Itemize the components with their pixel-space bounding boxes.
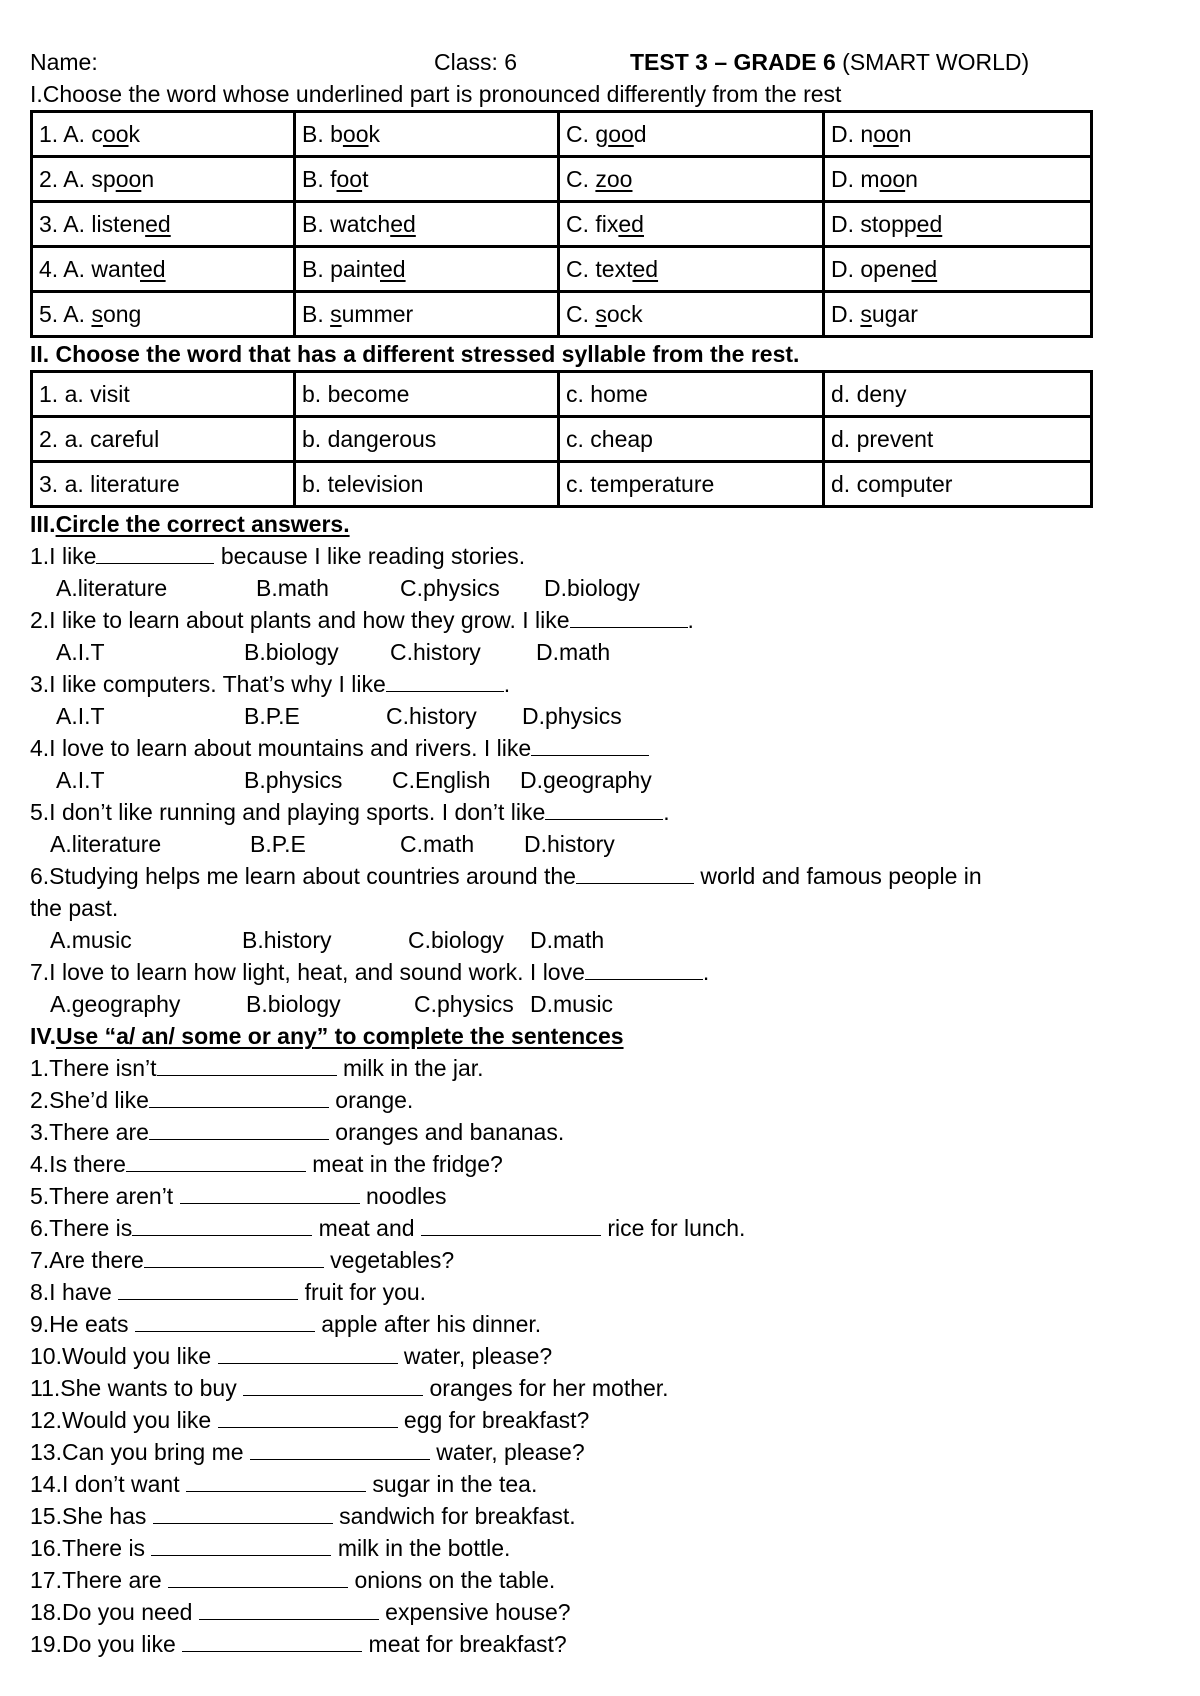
- word-part: t: [362, 165, 369, 192]
- question-text: 3.I like computers. That’s why I like: [30, 671, 386, 697]
- fill-in-line: [30, 1148, 1180, 1180]
- pronunciation-cell[interactable]: [295, 157, 559, 202]
- fill-in-line: [30, 1564, 1180, 1596]
- name-label: Name:: [30, 49, 98, 75]
- stress-row: [32, 417, 1092, 462]
- answer-blank[interactable]: [576, 861, 694, 884]
- word-part: B. watch: [302, 210, 391, 237]
- fill-in-line: [30, 1116, 1180, 1148]
- underlined-part: oo: [342, 120, 369, 147]
- word-part: D. m: [831, 165, 880, 192]
- fill-in-line: [30, 1532, 1180, 1564]
- sentence-text: 6.There is: [30, 1215, 133, 1241]
- stress-cell[interactable]: c. cheap: [559, 417, 824, 462]
- underlined-part: ed: [911, 255, 938, 282]
- question-text: .: [687, 607, 694, 633]
- section3-heading-text: Circle the correct answers.: [55, 511, 350, 537]
- word-part: D. open: [831, 255, 912, 282]
- answer-blank[interactable]: [570, 605, 688, 628]
- question-line: [30, 604, 1180, 636]
- question-line: [30, 796, 1180, 828]
- sentence-text: oranges for her mother.: [423, 1375, 669, 1401]
- section3-questions: [30, 540, 1180, 1020]
- underlined-part: zoo: [595, 165, 633, 192]
- stress-cell[interactable]: c. home: [559, 372, 824, 417]
- sentence-text: sugar in the tea.: [366, 1471, 538, 1497]
- pronunciation-cell[interactable]: [559, 247, 824, 292]
- word-part: 5. A.: [39, 300, 92, 327]
- section4-items: [30, 1052, 1180, 1660]
- answer-option[interactable]: B.biology: [244, 639, 339, 665]
- answer-blank[interactable]: [531, 733, 649, 756]
- answer-option[interactable]: A.geography: [50, 991, 181, 1017]
- word-part: B. paint: [302, 255, 380, 282]
- underlined-part: oo: [608, 120, 634, 147]
- sentence-text: 5.There aren’t: [30, 1183, 180, 1209]
- stress-cell[interactable]: 2. a. careful: [32, 417, 295, 462]
- answer-options: [30, 700, 1180, 732]
- underlined-part: ed: [140, 255, 166, 282]
- question-text: 5.I don’t like running and playing sports. I don’t like: [30, 799, 546, 825]
- section3-heading: [30, 508, 1180, 540]
- answer-blank[interactable]: [545, 797, 663, 820]
- underlined-part: oo: [873, 120, 899, 147]
- answer-options: [30, 764, 1180, 796]
- sentence-text: 18.Do you need: [30, 1599, 199, 1625]
- section2-heading: II. Choose the word that has a different stressed syllable from the rest.: [30, 341, 800, 367]
- question-text: because I like reading stories.: [214, 543, 526, 569]
- answer-option[interactable]: C.math: [400, 831, 475, 857]
- answer-option[interactable]: C.English: [392, 767, 491, 793]
- fill-in-line: [30, 1308, 1180, 1340]
- answer-option[interactable]: B.history: [242, 927, 332, 953]
- pronunciation-cell[interactable]: [32, 292, 295, 337]
- section4-heading: [30, 1020, 1180, 1052]
- answer-option[interactable]: B.P.E: [244, 703, 300, 729]
- word-part: C.: [566, 300, 596, 327]
- pronunciation-row: [32, 202, 1092, 247]
- stress-cell[interactable]: c. temperature: [559, 462, 824, 507]
- underlined-part: ed: [618, 210, 644, 237]
- answer-options: [30, 924, 1180, 956]
- question-line: [30, 732, 1180, 764]
- word-part: d: [633, 120, 647, 147]
- pronunciation-cell[interactable]: [295, 202, 559, 247]
- section3-heading-prefix: III.: [30, 511, 56, 537]
- sentence-text: water, please?: [429, 1439, 585, 1465]
- underlined-part: oo: [879, 165, 906, 192]
- sentence-text: oranges and bananas.: [328, 1119, 565, 1145]
- stress-cell[interactable]: d. computer: [824, 462, 1092, 507]
- answer-blank[interactable]: [186, 1469, 366, 1492]
- pronunciation-cell[interactable]: [559, 202, 824, 247]
- sentence-text: 12.Would you like: [30, 1407, 218, 1433]
- answer-blank[interactable]: [149, 1117, 329, 1140]
- pronunciation-cell[interactable]: [559, 157, 824, 202]
- question-line: [30, 956, 1180, 988]
- fill-in-line: [30, 1404, 1180, 1436]
- answer-options: [30, 636, 1180, 668]
- answer-option[interactable]: A.literature: [56, 575, 168, 601]
- answer-blank[interactable]: [144, 1245, 324, 1268]
- word-part: n: [898, 120, 912, 147]
- sentence-text: meat and: [312, 1215, 421, 1241]
- stress-row: [32, 372, 1092, 417]
- underlined-part: oo: [336, 165, 363, 192]
- answer-blank[interactable]: [585, 957, 703, 980]
- underlined-part: ed: [145, 210, 171, 237]
- fill-in-line: [30, 1372, 1180, 1404]
- question-text: 4.I love to learn about mountains and rivers. I like: [30, 735, 532, 761]
- sentence-text: 9.He eats: [30, 1311, 135, 1337]
- answer-blank[interactable]: [153, 1501, 333, 1524]
- answer-blank[interactable]: [218, 1341, 398, 1364]
- fill-in-line: [30, 1340, 1180, 1372]
- answer-blank[interactable]: [126, 1149, 306, 1172]
- worksheet: [30, 46, 1180, 1660]
- answer-option[interactable]: C.history: [390, 639, 481, 665]
- question-text: .: [702, 959, 710, 985]
- fill-in-line: [30, 1084, 1180, 1116]
- answer-option[interactable]: C.physics: [400, 575, 500, 601]
- test-title-bold: TEST 3 – GRADE 6: [630, 49, 836, 75]
- pronunciation-cell[interactable]: [32, 247, 295, 292]
- pronunciation-cell[interactable]: [824, 292, 1092, 337]
- word-part: k: [128, 120, 141, 147]
- pronunciation-cell[interactable]: [824, 247, 1092, 292]
- sentence-text: 16.There is: [30, 1535, 152, 1561]
- answer-option[interactable]: D.math: [530, 927, 605, 953]
- fill-in-line: [30, 1212, 1180, 1244]
- sentence-text: meat in the fridge?: [305, 1151, 503, 1177]
- answer-blank[interactable]: [199, 1597, 379, 1620]
- answer-option[interactable]: D.music: [530, 991, 614, 1017]
- answer-option[interactable]: D.history: [524, 831, 615, 857]
- word-part: B. b: [302, 120, 343, 147]
- sentence-text: 11.She wants to buy: [30, 1375, 244, 1401]
- stress-table: [30, 370, 1093, 508]
- answer-option[interactable]: D.physics: [522, 703, 622, 729]
- answer-option[interactable]: B.P.E: [250, 831, 306, 857]
- sentence-text: 14.I don’t want: [30, 1471, 186, 1497]
- answer-option[interactable]: B.biology: [246, 991, 341, 1017]
- word-part: 4. A. want: [39, 255, 141, 282]
- word-part: B.: [302, 300, 331, 327]
- word-part: n: [141, 165, 155, 192]
- underlined-part: oo: [115, 165, 142, 192]
- answer-blank[interactable]: [182, 1629, 362, 1652]
- answer-blank[interactable]: [157, 1053, 337, 1076]
- answer-blank[interactable]: [168, 1565, 348, 1588]
- sentence-text: apple after his dinner.: [314, 1311, 542, 1337]
- answer-blank[interactable]: [151, 1533, 331, 1556]
- answer-option[interactable]: C.physics: [414, 991, 514, 1017]
- answer-option[interactable]: C.history: [386, 703, 477, 729]
- pronunciation-row: [32, 112, 1092, 157]
- question-text: 2.I like to learn about plants and how they grow. I like: [30, 607, 570, 633]
- fill-in-line: [30, 1052, 1180, 1084]
- pronunciation-cell[interactable]: [295, 112, 559, 157]
- pronunciation-cell[interactable]: [824, 157, 1092, 202]
- fill-in-line: [30, 1180, 1180, 1212]
- fill-in-line: [30, 1596, 1180, 1628]
- sentence-text: 10.Would you like: [30, 1343, 218, 1369]
- pronunciation-cell[interactable]: [32, 112, 295, 157]
- word-part: B. f: [302, 165, 337, 192]
- stress-cell[interactable]: 3. a. literature: [32, 462, 295, 507]
- pronunciation-cell[interactable]: [559, 112, 824, 157]
- sentence-text: 19.Do you like: [30, 1631, 183, 1657]
- sentence-text: noodles: [359, 1183, 447, 1209]
- underlined-part: s: [595, 300, 607, 327]
- pronunciation-cell[interactable]: [559, 292, 824, 337]
- answer-blank[interactable]: [180, 1181, 360, 1204]
- question-continuation: the past.: [30, 895, 119, 921]
- sentence-text: milk in the jar.: [336, 1055, 484, 1081]
- test-title-rest: (SMART WORLD): [835, 49, 1030, 75]
- question-text: .: [503, 671, 511, 697]
- sentence-text: 17.There are: [30, 1567, 169, 1593]
- question-line: [30, 668, 1180, 700]
- fill-in-line: [30, 1500, 1180, 1532]
- answer-option[interactable]: C.biology: [408, 927, 504, 953]
- sentence-text: 7.Are there: [30, 1247, 144, 1273]
- sentence-text: onions on the table.: [348, 1567, 556, 1593]
- question-text: 1.I like: [30, 543, 97, 569]
- pronunciation-cell[interactable]: [32, 202, 295, 247]
- underlined-part: ed: [380, 255, 406, 282]
- sentence-text: water, please?: [397, 1343, 553, 1369]
- stress-cell[interactable]: b. television: [295, 462, 559, 507]
- sentence-text: sandwich for breakfast.: [332, 1503, 576, 1529]
- question-line: [30, 540, 1180, 572]
- fill-in-line: [30, 1468, 1180, 1500]
- pronunciation-cell[interactable]: [824, 202, 1092, 247]
- sentence-text: 8.I have: [30, 1279, 119, 1305]
- pronunciation-cell[interactable]: [295, 247, 559, 292]
- answer-blank[interactable]: [149, 1085, 329, 1108]
- sentence-text: fruit for you.: [298, 1279, 427, 1305]
- answer-blank[interactable]: [135, 1309, 315, 1332]
- word-part: 3. A. listen: [39, 210, 146, 237]
- pronunciation-cell[interactable]: [295, 292, 559, 337]
- word-part: C. text: [566, 255, 633, 282]
- answer-options: [30, 988, 1180, 1020]
- word-part: C. g: [566, 120, 609, 147]
- test-title: [630, 46, 1029, 78]
- pronunciation-cell[interactable]: [32, 157, 295, 202]
- answer-option[interactable]: D.biology: [544, 575, 640, 601]
- stress-row: [32, 462, 1092, 507]
- underlined-part: s: [330, 300, 342, 327]
- sentence-text: expensive house?: [378, 1599, 571, 1625]
- sentence-text: 15.She has: [30, 1503, 153, 1529]
- pronunciation-cell[interactable]: [824, 112, 1092, 157]
- answer-option[interactable]: D.geography: [520, 767, 652, 793]
- question-line: [30, 860, 1180, 892]
- section4-heading-text: Use “a/ an/ some or any” to complete the sentences: [56, 1023, 624, 1049]
- word-part: D. stopp: [831, 210, 917, 237]
- stress-cell[interactable]: 1. a. visit: [32, 372, 295, 417]
- stress-cell[interactable]: b. become: [295, 372, 559, 417]
- answer-options: [30, 572, 1180, 604]
- fill-in-line: [30, 1244, 1180, 1276]
- fill-in-line: [30, 1628, 1180, 1660]
- sentence-text: vegetables?: [323, 1247, 455, 1273]
- sentence-text: milk in the bottle.: [331, 1535, 511, 1561]
- answer-option[interactable]: B.math: [256, 575, 329, 601]
- sentence-text: 4.Is there: [30, 1151, 126, 1177]
- word-part: n: [905, 165, 918, 192]
- question-text: .: [663, 799, 670, 825]
- underlined-part: s: [91, 300, 103, 327]
- word-part: D.: [831, 300, 861, 327]
- answer-options: [30, 828, 1180, 860]
- question-text: world and famous people in: [693, 863, 982, 889]
- stress-cell[interactable]: d. prevent: [824, 417, 1092, 462]
- word-part: C.: [566, 165, 596, 192]
- word-part: k: [368, 120, 381, 147]
- word-part: ong: [102, 300, 142, 327]
- pronunciation-table: [30, 110, 1093, 338]
- sentence-text: orange.: [328, 1087, 414, 1113]
- answer-option[interactable]: A.literature: [50, 831, 162, 857]
- answer-option[interactable]: D.math: [536, 639, 611, 665]
- underlined-part: ed: [916, 210, 943, 237]
- sentence-text: egg for breakfast?: [397, 1407, 590, 1433]
- word-part: 2. A. sp: [39, 165, 116, 192]
- pronunciation-row: [32, 157, 1092, 202]
- section1-heading: I.Choose the word whose underlined part is pronounced differently from the rest: [30, 81, 842, 107]
- answer-option[interactable]: A.I.T: [56, 703, 105, 729]
- header-line: [30, 46, 1180, 78]
- answer-option[interactable]: A.I.T: [56, 639, 105, 665]
- sentence-text: 2.She’d like: [30, 1087, 149, 1113]
- class-label: Class: 6: [434, 49, 518, 75]
- answer-blank[interactable]: [386, 669, 504, 692]
- answer-blank[interactable]: [243, 1373, 423, 1396]
- word-part: ock: [606, 300, 643, 327]
- sentence-text: 13.Can you bring me: [30, 1439, 250, 1465]
- question-text: 7.I love to learn how light, heat, and sound work. I love: [30, 959, 585, 985]
- stress-cell[interactable]: b. dangerous: [295, 417, 559, 462]
- word-part: 1. A. c: [39, 120, 103, 147]
- answer-blank[interactable]: [118, 1277, 298, 1300]
- underlined-part: oo: [102, 120, 129, 147]
- pronunciation-row: [32, 247, 1092, 292]
- sentence-text: meat for breakfast?: [362, 1631, 567, 1657]
- underlined-part: ed: [632, 255, 659, 282]
- section4-heading-prefix: IV.: [30, 1023, 57, 1049]
- underlined-part: ed: [390, 210, 416, 237]
- fill-in-line: [30, 1276, 1180, 1308]
- answer-blank[interactable]: [218, 1405, 398, 1428]
- answer-blank[interactable]: [250, 1437, 430, 1460]
- answer-blank[interactable]: [132, 1213, 312, 1236]
- fill-in-line: [30, 1436, 1180, 1468]
- pronunciation-row: [32, 292, 1092, 337]
- answer-option[interactable]: A.music: [50, 927, 132, 953]
- sentence-text: 1.There isn’t: [30, 1055, 157, 1081]
- word-part: C. fix: [566, 210, 619, 237]
- question-text: 6.Studying helps me learn about countries around the: [30, 863, 576, 889]
- word-part: ummer: [341, 300, 414, 327]
- answer-option[interactable]: B.physics: [244, 767, 343, 793]
- word-part: ugar: [871, 300, 918, 327]
- answer-option[interactable]: A.I.T: [56, 767, 105, 793]
- word-part: D. n: [831, 120, 874, 147]
- underlined-part: s: [860, 300, 872, 327]
- answer-blank[interactable]: [421, 1213, 601, 1236]
- answer-blank[interactable]: [96, 541, 214, 564]
- stress-cell[interactable]: d. deny: [824, 372, 1092, 417]
- sentence-text: 3.There are: [30, 1119, 149, 1145]
- sentence-text: rice for lunch.: [600, 1215, 746, 1241]
